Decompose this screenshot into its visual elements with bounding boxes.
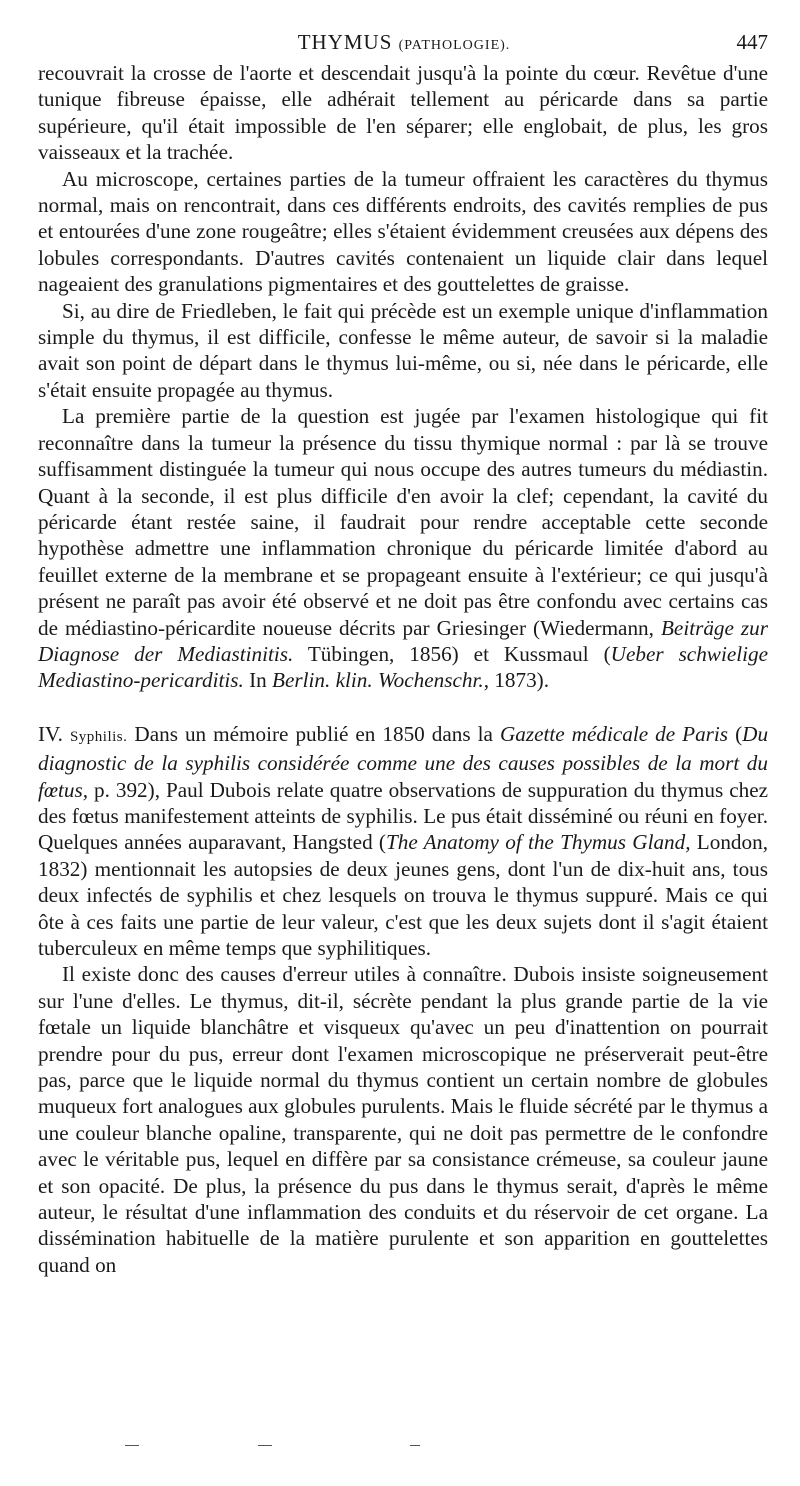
footer-dash-2 xyxy=(258,1445,272,1446)
footer-dash-1 xyxy=(125,1445,139,1446)
paragraph-2: Au microscope, certaines parties de la tumeur offraient les caractères du thymus normal, mais on rencontrait, dans ces différents endroits, des cavités remplies de pus et entourées d'une zone rougeâtre; elles s'étaient évidemment creusées aux dépens des lobules correspondants. D'autres cavités contenaient un liquide clair dans lequel nageaient des granulations pigmentaires et des gouttelettes de graisse. xyxy=(38,166,768,297)
running-title-main: THYMUS xyxy=(297,30,393,54)
page-number: 447 xyxy=(736,30,768,54)
p4-text: La première partie de la question est jugée par l'examen histologique qui fit reconnaître dans la tumeur la présence du tissu thymique normal : par là se trouve suffisamment distinguée la tumeur qui nous occupe des autres tumeurs du médiastin. Quant à la seconde, il est plus difficile d'en avoir la clef; cependant, la cavité du péricarde étant restée saine, il faudrait pour rendre acceptable cette seconde hypothèse admettre une inflammation chronique du péricarde limitée d'abord au feuillet externe de la membrane et se propageant ensuite à l'extérieur; ce qui jusqu'à présent ne paraît pas avoir été observé et ne doit pas être confondu avec certains cas de médiastino-péricardite noueuse décrits par Griesinger (Wiedermann, xyxy=(38,404,768,640)
p4-text-2: Tübingen, 1856) et Kussmaul ( xyxy=(307,641,611,666)
paragraph-1: recouvrait la crosse de l'aorte et descendait jusqu'à la pointe du cœur. Revêtue d'une tunique fibreuse épaisse, elle adhérait tellement au péricarde dans sa partie supérieure, qu'il était impossible de l'en séparer; elle englobait, de plus, les gros vaisseaux et la trachée. xyxy=(38,61,768,165)
p5-citation-title: Du diagnostic de la syphilis considérée comme une des causes possibles de la mort du fœtus, xyxy=(38,721,769,802)
p4-text-3: In xyxy=(249,668,267,693)
p4-citation-kussmaul: Ueber schwielige Mediastino-pericarditis. xyxy=(38,641,768,693)
running-title xyxy=(38,30,770,55)
paragraph-5 xyxy=(38,721,768,962)
p5-text-4: London, 1832) mentionnait les autopsies de deux jeunes gens, dont l'un de dix-huit ans, tous deux infectés de syphilis et chez lesquels on trouva le thymus suppuré. Mais ce qui ôte à ces faits une partie de leur valeur, c'est que les deux sujets dont il s'agit étaient tuberculeux en même temps que syphilitiques. xyxy=(38,830,769,960)
p5-text-2: ( xyxy=(735,721,743,746)
p5-citation-gazette: Gazette médicale de Paris xyxy=(499,721,729,746)
p5-text-1: Dans un mémoire publié en 1850 dans la xyxy=(134,721,493,746)
page-body xyxy=(38,60,768,1278)
running-title-sub: (PATHOLOGIE). xyxy=(398,38,511,53)
p4-citation-griesinger: Beiträge zur Diagnose der Mediastinitis. xyxy=(38,615,769,666)
p5-text-3: p. 392), Paul Dubois relate quatre observations de suppuration du thymus chez des fœtus manifestement atteints de syphilis. Le pus était disséminé ou réuni en foyer. Quelques années auparavant, Hangsted ( xyxy=(38,777,769,855)
p4-text-4: , 1873). xyxy=(483,668,550,693)
running-header xyxy=(38,30,770,58)
p5-citation-hangsted: The Anatomy of the Thymus Gland, xyxy=(386,830,691,855)
p4-citation-journal: Berlin. klin. Wochenschr. xyxy=(272,668,484,693)
section-gap xyxy=(38,694,768,721)
paragraph-6: Il existe donc des causes d'erreur utiles à connaître. Dubois insiste soigneusement sur l'une d'elles. Le thymus, dit-il, sécrète pendant la plus grande partie de la vie fœtale un liquide blanchâtre et visqueux qu'avec un peu d'inattention on pourrait prendre pour du pus, erreur dont l'examen microscopique ne préserverait peut-être pas, parce que le liquide normal du thymus contient un certain nombre de globules muqueux fort analogues aux globules purulents. Mais le fluide sécrété par le thymus a une couleur blanche opaline, transparente, qui ne doit pas permettre de le confondre avec le véritable pus, lequel en diffère par sa consistance crémeuse, sa couleur jaune et son opacité. De plus, la présence du pus dans le thymus serait, d'après le même auteur, le résultat d'une inflammation des conduits et du réservoir de cet organe. La dissémination habituelle de la matière purulente et son apparition en gouttelettes quand on xyxy=(38,962,768,1277)
paragraph-4 xyxy=(38,403,768,693)
paragraph-3: Si, au dire de Friedleben, le fait qui précède est un exemple unique d'inflammation simple du thymus, il est difficile, confesse le même auteur, de savoir si la maladie avait son point de départ dans le thymus lui-même, ou si, née dans le péricarde, elle s'était ensuite propagée au thymus. xyxy=(38,298,768,402)
section-number: IV. xyxy=(38,721,63,746)
footer-dash-3 xyxy=(410,1445,420,1446)
section-heading-syphilis: Syphilis. xyxy=(69,728,128,745)
